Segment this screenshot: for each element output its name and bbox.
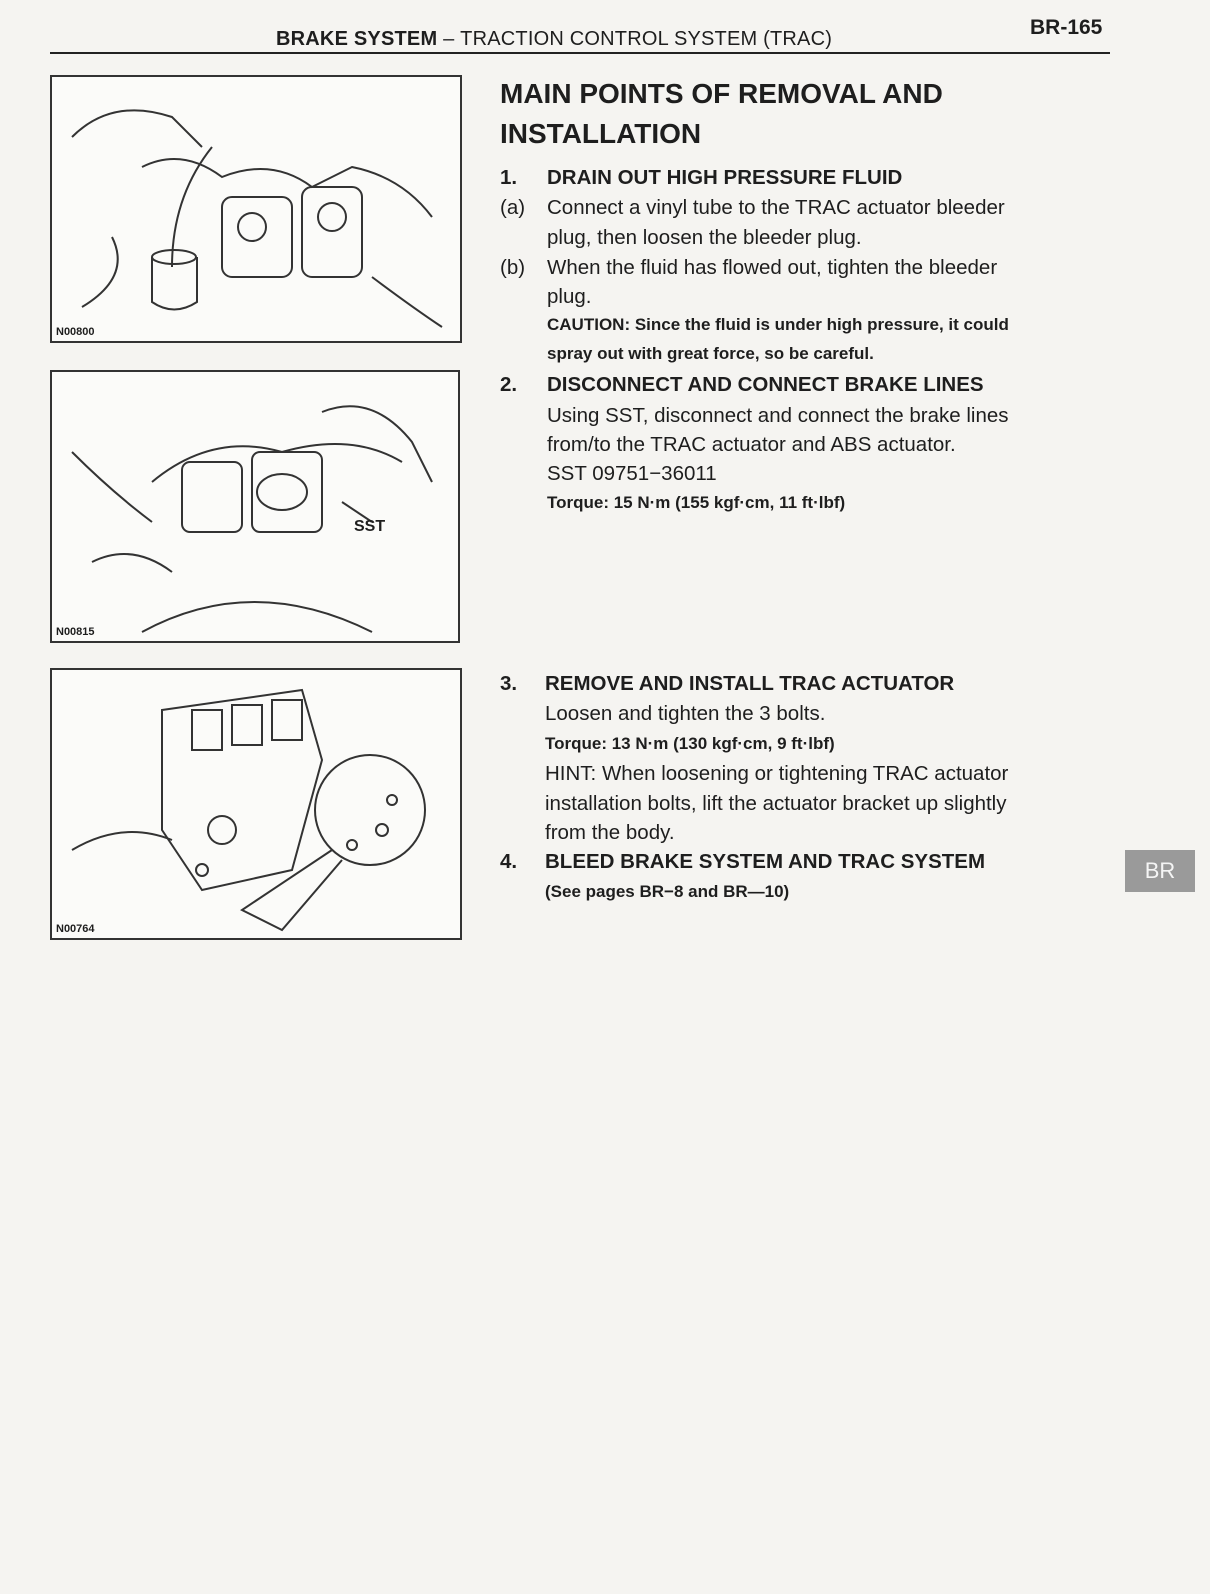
sst-number: SST 09751−36011 [547, 462, 717, 485]
figure-code: N00815 [56, 626, 95, 638]
step-heading: DISCONNECT AND CONNECT BRAKE LINES [547, 373, 984, 396]
figure-brake-lines [50, 370, 460, 643]
caution-text: spray out with great force, so be careful. [547, 344, 874, 363]
substep-label: (a) [500, 196, 526, 219]
step-text: Connect a vinyl tube to the TRAC actuator bleeder [547, 196, 1005, 219]
step-heading: REMOVE AND INSTALL TRAC ACTUATOR [545, 672, 955, 695]
step-number: 2. [500, 373, 518, 396]
step-text: plug, then loosen the bleeder plug. [547, 226, 862, 249]
heading-line: MAIN POINTS OF REMOVAL AND [500, 78, 943, 109]
page-heading [500, 74, 943, 154]
illustration-brake-lines-sst [52, 372, 458, 641]
section-title: BRAKE SYSTEM [276, 28, 438, 50]
step-number: 3. [500, 672, 518, 695]
sst-callout-label: SST [354, 518, 386, 535]
subsection-title: TRACTION CONTROL SYSTEM (TRAC) [460, 28, 833, 50]
step-heading: DRAIN OUT HIGH PRESSURE FLUID [547, 166, 903, 189]
step-text: from/to the TRAC actuator and ABS actuator. [547, 433, 956, 456]
header-separator: – [443, 28, 455, 50]
figure-trac-actuator [50, 668, 462, 940]
step-text: When the fluid has flowed out, tighten the bleeder [547, 256, 998, 279]
caution-text: CAUTION: Since the fluid is under high pressure, it could [547, 315, 1009, 334]
step-heading: BLEED BRAKE SYSTEM AND TRAC SYSTEM [545, 850, 986, 873]
step-text: plug. [547, 285, 592, 308]
step-number: 4. [500, 850, 518, 873]
header-rule [50, 52, 1110, 54]
page-reference: (See pages BR−8 and BR—10) [545, 882, 790, 901]
hint-text: installation bolts, lift the actuator bracket up slightly [545, 792, 1007, 815]
figure-code: N00800 [56, 326, 95, 338]
hint-text: from the body. [545, 821, 675, 844]
illustration-bleeder-tube [52, 77, 460, 341]
figure-code: N00764 [56, 923, 95, 935]
heading-line: INSTALLATION [500, 118, 702, 149]
step-text: Loosen and tighten the 3 bolts. [545, 702, 826, 725]
torque-spec: Torque: 15 N·m (155 kgf·cm, 11 ft·lbf) [547, 493, 846, 512]
step-number: 1. [500, 166, 518, 189]
step-text: Using SST, disconnect and connect the brake lines [547, 404, 1009, 427]
torque-spec: Torque: 13 N·m (130 kgf·cm, 9 ft·lbf) [545, 734, 835, 753]
hint-text: HINT: When loosening or tightening TRAC actuator [545, 762, 1009, 785]
page-header-title [276, 28, 832, 51]
section-tab: BR [1125, 850, 1195, 892]
figure-drain-fluid [50, 75, 462, 343]
substep-label: (b) [500, 256, 526, 279]
page-number: BR-165 [1030, 16, 1103, 39]
illustration-actuator-bolts [52, 670, 460, 938]
